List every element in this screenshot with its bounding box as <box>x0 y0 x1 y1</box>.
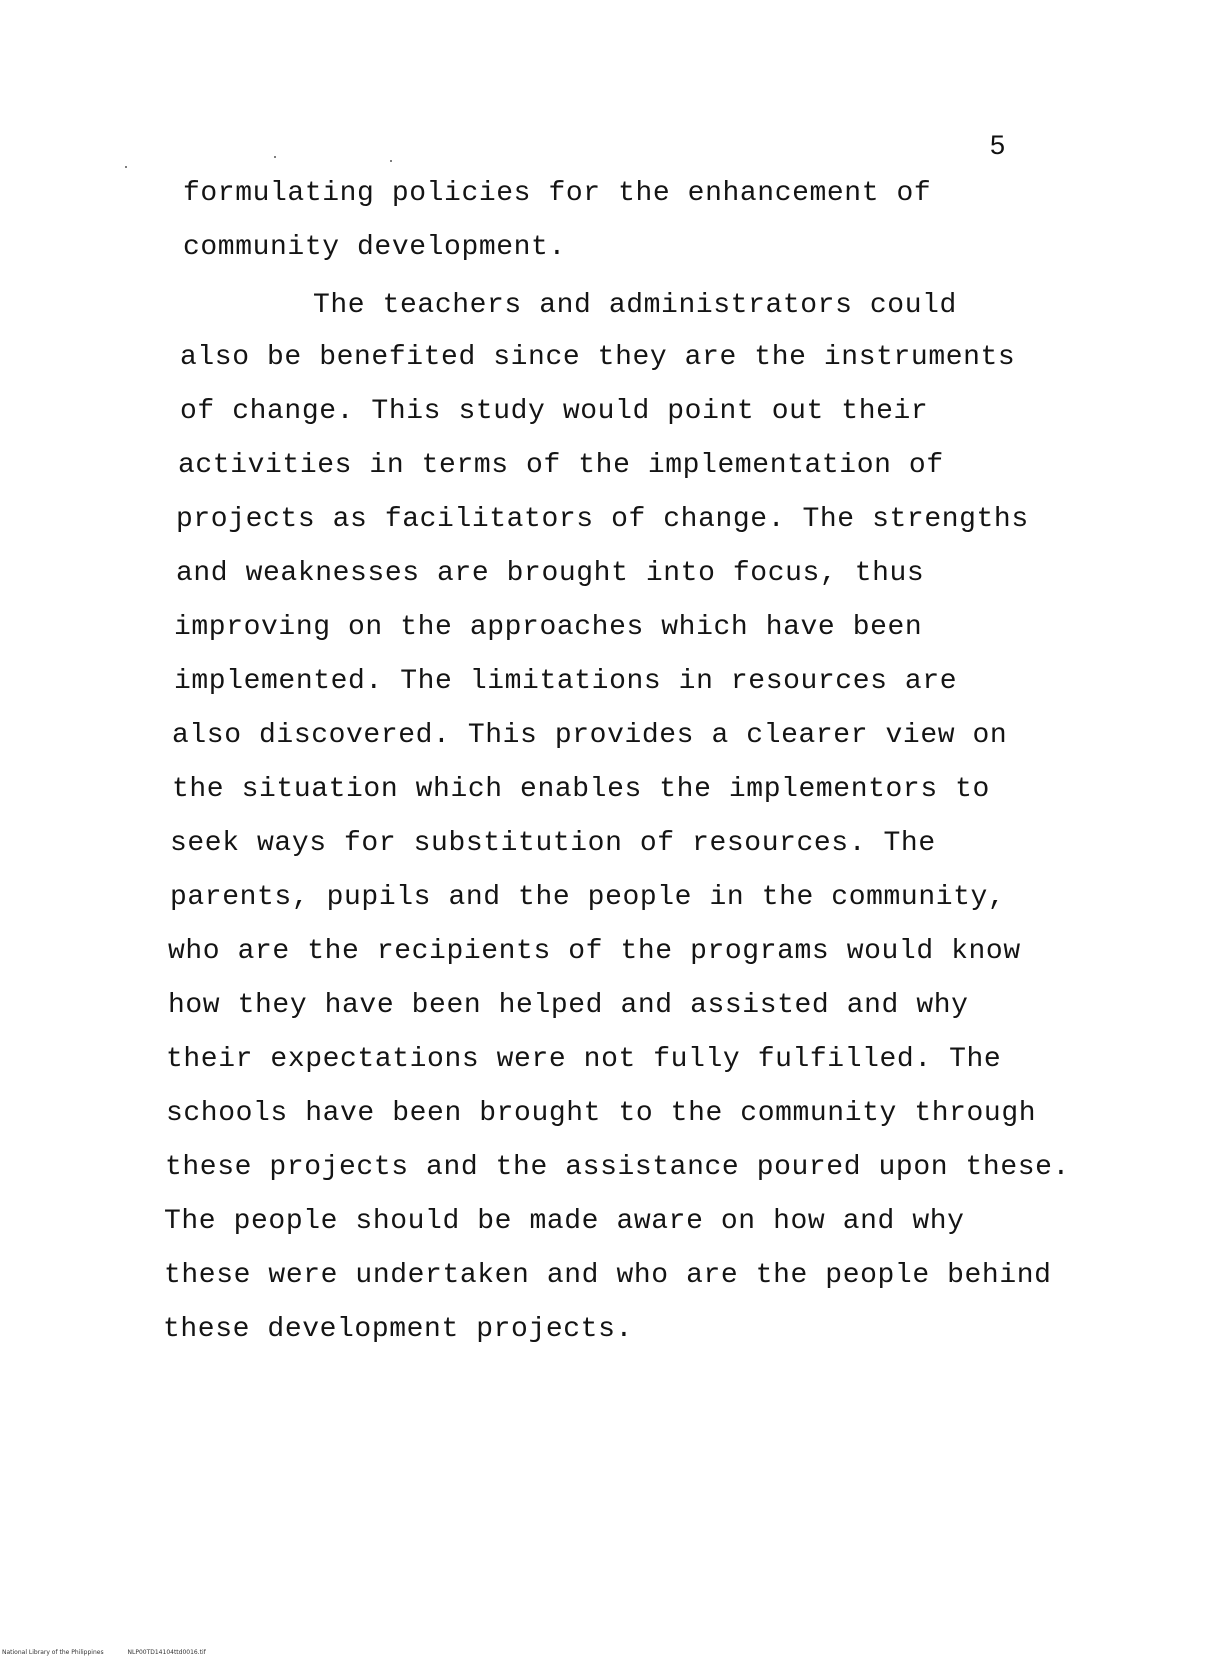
text-line-2: community development. <box>183 232 566 263</box>
text-line-6: activities in terms of the implementation of <box>178 450 944 481</box>
scan-speck <box>125 166 127 168</box>
scan-speck <box>390 160 392 162</box>
page-number: 5 <box>990 130 1006 160</box>
text-line-7: projects as facilitators of change. The strengths <box>176 504 1029 535</box>
text-line-8: and weaknesses are brought into focus, thus <box>176 558 925 589</box>
text-line-16: how they have been helped and assisted and why <box>168 990 969 1021</box>
text-line-9: improving on the approaches which have been <box>174 612 923 643</box>
text-line-14: parents, pupils and the people in the community, <box>170 882 1006 913</box>
text-line-22: these development projects. <box>163 1314 633 1345</box>
text-line-19: these projects and the assistance poured upon these. <box>165 1152 1070 1183</box>
scan-speck <box>274 156 276 158</box>
text-line-20: The people should be made aware on how and why <box>164 1206 965 1237</box>
text-line-4: also be benefited since they are the instruments <box>180 342 1016 373</box>
footer-library: National Library of the Philippines <box>2 1649 104 1656</box>
footer-file: NLP00TD14104ttd0016.tif <box>127 1649 206 1656</box>
text-line-21: these were undertaken and who are the people behind <box>164 1260 1052 1291</box>
text-line-15: who are the recipients of the programs would know <box>168 936 1021 967</box>
text-line-11: also discovered. This provides a clearer view on <box>172 720 1008 751</box>
scan-footer <box>2 1649 228 1656</box>
text-line-12: the situation which enables the implementors to <box>172 774 990 805</box>
text-line-18: schools have been brought to the community through <box>166 1098 1037 1129</box>
text-line-13: seek ways for substitution of resources. The <box>170 828 936 859</box>
text-line-1: formulating policies for the enhancement of <box>183 178 932 209</box>
text-line-5: of change. This study would point out their <box>180 396 929 427</box>
text-line-10: implemented. The limitations in resources are <box>174 666 958 697</box>
text-line-17: their expectations were not fully fulfilled. The <box>166 1044 1002 1075</box>
text-line-3: The teachers and administrators could <box>313 290 957 321</box>
